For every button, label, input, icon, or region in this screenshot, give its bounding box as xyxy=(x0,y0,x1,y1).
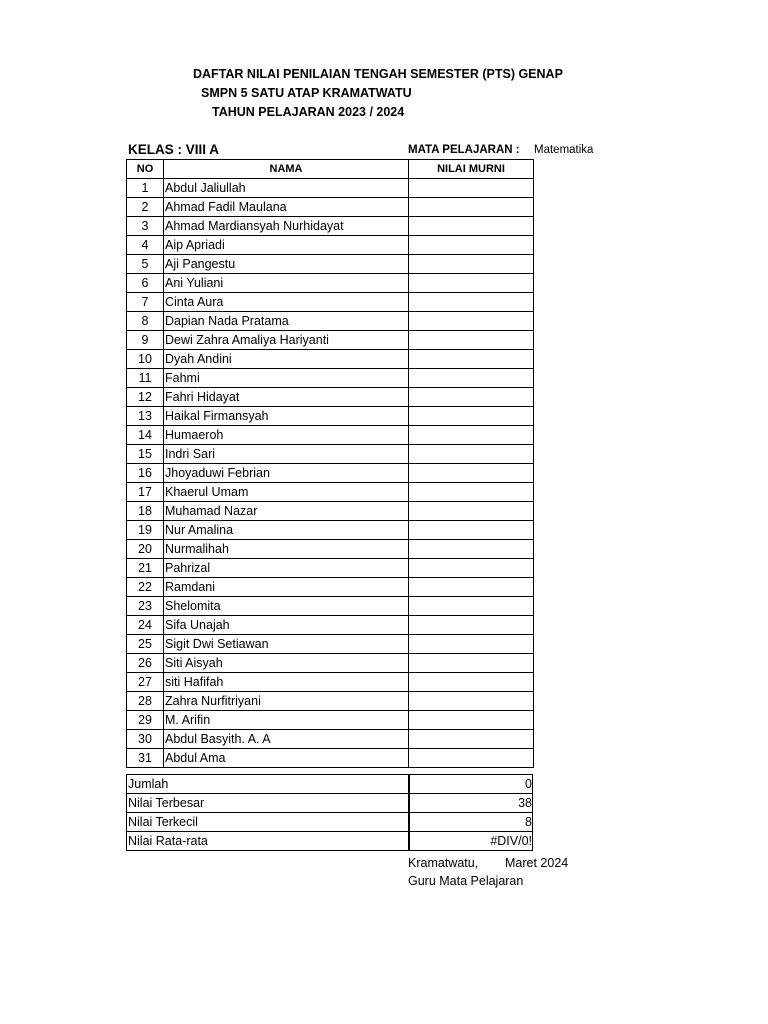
row-number: 31 xyxy=(127,749,164,768)
student-name: Khaerul Umam xyxy=(164,483,409,502)
table-row xyxy=(127,654,534,673)
table-row xyxy=(127,236,534,255)
row-number: 28 xyxy=(127,692,164,711)
summary-row xyxy=(127,813,533,832)
student-name: Dewi Zahra Amaliya Hariyanti xyxy=(164,331,409,350)
summary-rows xyxy=(127,775,533,851)
row-number: 15 xyxy=(127,445,164,464)
row-number: 19 xyxy=(127,521,164,540)
score-cell[interactable] xyxy=(409,540,534,559)
score-cell[interactable] xyxy=(409,445,534,464)
table-row xyxy=(127,616,534,635)
score-cell[interactable] xyxy=(409,635,534,654)
school-name: SMPN 5 SATU ATAP KRAMATWATU xyxy=(201,86,412,100)
student-name: Siti Aisyah xyxy=(164,654,409,673)
student-rows xyxy=(127,179,534,768)
row-number: 9 xyxy=(127,331,164,350)
table-row xyxy=(127,274,534,293)
table-row xyxy=(127,559,534,578)
table-row xyxy=(127,749,534,768)
score-cell[interactable] xyxy=(409,711,534,730)
student-name: Abdul Ama xyxy=(164,749,409,768)
table-header-row xyxy=(127,160,534,179)
row-number: 11 xyxy=(127,369,164,388)
score-cell[interactable] xyxy=(409,217,534,236)
table-row xyxy=(127,179,534,198)
score-cell[interactable] xyxy=(409,350,534,369)
summary-label: Nilai Terbesar xyxy=(127,794,410,813)
score-cell[interactable] xyxy=(409,255,534,274)
table-row xyxy=(127,597,534,616)
row-number: 18 xyxy=(127,502,164,521)
score-cell[interactable] xyxy=(409,464,534,483)
row-number: 17 xyxy=(127,483,164,502)
table-row xyxy=(127,350,534,369)
student-name: Nurmalihah xyxy=(164,540,409,559)
student-name: Dyah Andini xyxy=(164,350,409,369)
row-number: 26 xyxy=(127,654,164,673)
summary-label: Nilai Terkecil xyxy=(127,813,410,832)
score-cell[interactable] xyxy=(409,597,534,616)
student-name: Shelomita xyxy=(164,597,409,616)
student-name: Haikal Firmansyah xyxy=(164,407,409,426)
table-row xyxy=(127,388,534,407)
score-cell[interactable] xyxy=(409,236,534,255)
table-row xyxy=(127,255,534,274)
score-cell[interactable] xyxy=(409,293,534,312)
row-number: 2 xyxy=(127,198,164,217)
signature-place: Kramatwatu, xyxy=(408,856,479,870)
student-name: Muhamad Nazar xyxy=(164,502,409,521)
row-number: 4 xyxy=(127,236,164,255)
student-name: Nur Amalina xyxy=(164,521,409,540)
table-row xyxy=(127,502,534,521)
score-cell[interactable] xyxy=(409,616,534,635)
score-cell[interactable] xyxy=(409,654,534,673)
row-number: 22 xyxy=(127,578,164,597)
table-row xyxy=(127,331,534,350)
score-cell[interactable] xyxy=(409,673,534,692)
score-cell[interactable] xyxy=(409,502,534,521)
table-row xyxy=(127,635,534,654)
table-row xyxy=(127,217,534,236)
score-cell[interactable] xyxy=(409,331,534,350)
summary-value: 38 xyxy=(409,794,533,813)
summary-row xyxy=(127,775,533,794)
score-cell[interactable] xyxy=(409,483,534,502)
student-name: Humaeroh xyxy=(164,426,409,445)
header-nilai-murni: NILAI MURNI xyxy=(409,160,534,179)
table-row xyxy=(127,198,534,217)
summary-table xyxy=(126,774,533,851)
student-name: Aji Pangestu xyxy=(164,255,409,274)
subject-value: Matematika xyxy=(534,144,594,156)
class-label: KELAS : VIII A xyxy=(128,142,220,157)
signature-date: Maret 2024 xyxy=(505,856,569,870)
signature-role: Guru Mata Pelajaran xyxy=(408,874,524,888)
student-name: Sigit Dwi Setiawan xyxy=(164,635,409,654)
student-name: Sifa Unajah xyxy=(164,616,409,635)
student-name: Zahra Nurfitriyani xyxy=(164,692,409,711)
table-row xyxy=(127,464,534,483)
table-row xyxy=(127,730,534,749)
table-row xyxy=(127,445,534,464)
student-name: siti Hafifah xyxy=(164,673,409,692)
summary-value: 0 xyxy=(409,775,533,794)
score-cell[interactable] xyxy=(409,730,534,749)
student-name: Ani Yuliani xyxy=(164,274,409,293)
table-row xyxy=(127,711,534,730)
table-row xyxy=(127,521,534,540)
row-number: 7 xyxy=(127,293,164,312)
student-name: Abdul Jaliullah xyxy=(164,179,409,198)
student-name: Ahmad Fadil Maulana xyxy=(164,198,409,217)
summary-label: Nilai Rata-rata xyxy=(127,832,410,851)
table-row xyxy=(127,483,534,502)
page-title: DAFTAR NILAI PENILAIAN TENGAH SEMESTER (PTS) GENAP xyxy=(193,67,563,81)
student-name: Dapian Nada Pratama xyxy=(164,312,409,331)
row-number: 14 xyxy=(127,426,164,445)
row-number: 25 xyxy=(127,635,164,654)
student-name: Abdul Basyith. A. A xyxy=(164,730,409,749)
row-number: 1 xyxy=(127,179,164,198)
score-cell[interactable] xyxy=(409,749,534,768)
student-name: Ramdani xyxy=(164,578,409,597)
row-number: 5 xyxy=(127,255,164,274)
table-row xyxy=(127,293,534,312)
table-row xyxy=(127,312,534,331)
header-no: NO xyxy=(127,160,164,179)
table-row xyxy=(127,692,534,711)
row-number: 21 xyxy=(127,559,164,578)
row-number: 3 xyxy=(127,217,164,236)
score-cell[interactable] xyxy=(409,198,534,217)
summary-value: #DIV/0! xyxy=(409,832,533,851)
student-name: Indri Sari xyxy=(164,445,409,464)
row-number: 20 xyxy=(127,540,164,559)
table-row xyxy=(127,540,534,559)
table-row xyxy=(127,369,534,388)
summary-row xyxy=(127,832,533,851)
table-row xyxy=(127,426,534,445)
row-number: 16 xyxy=(127,464,164,483)
header-nama: NAMA xyxy=(164,160,409,179)
student-name: Ahmad Mardiansyah Nurhidayat xyxy=(164,217,409,236)
student-name: Fahmi xyxy=(164,369,409,388)
student-name: Cinta Aura xyxy=(164,293,409,312)
score-cell[interactable] xyxy=(409,407,534,426)
score-cell[interactable] xyxy=(409,179,534,198)
academic-year: TAHUN PELAJARAN 2023 / 2024 xyxy=(212,105,405,119)
row-number: 12 xyxy=(127,388,164,407)
summary-value: 8 xyxy=(409,813,533,832)
student-name: Fahri Hidayat xyxy=(164,388,409,407)
row-number: 23 xyxy=(127,597,164,616)
score-cell[interactable] xyxy=(409,274,534,293)
row-number: 29 xyxy=(127,711,164,730)
table-row xyxy=(127,407,534,426)
score-cell[interactable] xyxy=(409,426,534,445)
summary-row xyxy=(127,794,533,813)
score-cell[interactable] xyxy=(409,388,534,407)
row-number: 8 xyxy=(127,312,164,331)
row-number: 13 xyxy=(127,407,164,426)
score-cell[interactable] xyxy=(409,559,534,578)
student-name: Pahrizal xyxy=(164,559,409,578)
row-number: 6 xyxy=(127,274,164,293)
row-number: 30 xyxy=(127,730,164,749)
table-row xyxy=(127,578,534,597)
student-name: M. Arifin xyxy=(164,711,409,730)
summary-label: Jumlah xyxy=(127,775,410,794)
score-cell[interactable] xyxy=(409,692,534,711)
student-name: Jhoyaduwi Febrian xyxy=(164,464,409,483)
score-cell[interactable] xyxy=(409,578,534,597)
score-cell[interactable] xyxy=(409,312,534,331)
row-number: 27 xyxy=(127,673,164,692)
table-row xyxy=(127,673,534,692)
row-number: 24 xyxy=(127,616,164,635)
score-cell[interactable] xyxy=(409,521,534,540)
score-cell[interactable] xyxy=(409,369,534,388)
subject-label: MATA PELAJARAN : xyxy=(408,144,520,156)
row-number: 10 xyxy=(127,350,164,369)
student-name: Aip Apriadi xyxy=(164,236,409,255)
grades-table xyxy=(126,159,534,768)
